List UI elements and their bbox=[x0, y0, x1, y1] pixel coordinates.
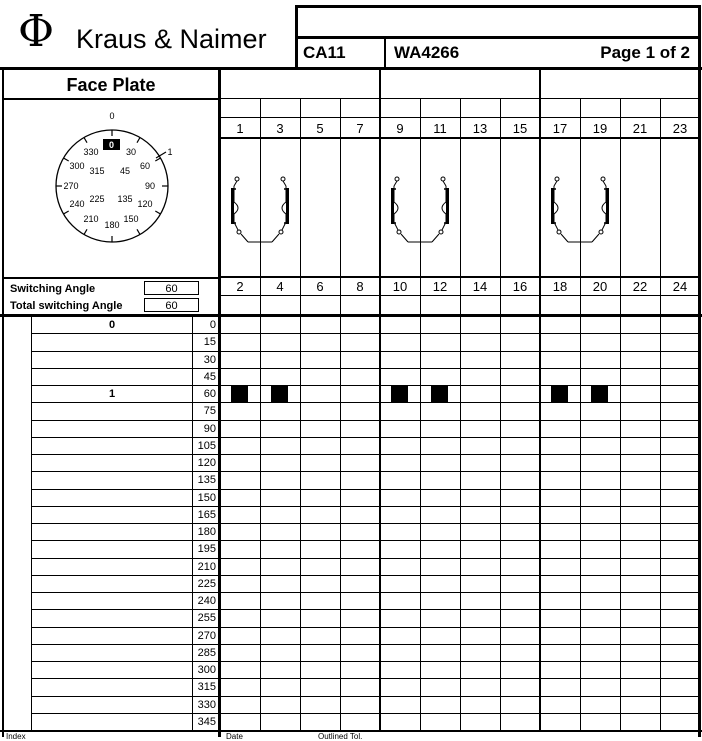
contact-pair-symbol bbox=[544, 172, 634, 252]
dial-angle-45: 45 bbox=[119, 166, 131, 176]
terminal-label-top: 13 bbox=[472, 121, 488, 136]
terminal-label-top: 9 bbox=[396, 121, 404, 136]
closed-contact-mark bbox=[231, 386, 248, 403]
dial-angle-210: 210 bbox=[83, 214, 99, 224]
dial-angle-180: 180 bbox=[104, 220, 120, 230]
position-angle: 15 bbox=[203, 336, 216, 348]
position-angle: 210 bbox=[197, 561, 216, 573]
position-label: 1 bbox=[108, 388, 116, 400]
total-switching-angle-label: Total switching Angle bbox=[10, 300, 123, 312]
terminal-label-top: 21 bbox=[632, 121, 648, 136]
terminal-label-bottom: 18 bbox=[552, 279, 568, 294]
terminal-label-top: 5 bbox=[316, 121, 324, 136]
closed-contact-mark bbox=[551, 386, 568, 403]
dial-angle-30: 30 bbox=[125, 147, 137, 157]
terminal-label-bottom: 10 bbox=[392, 279, 408, 294]
position-angle: 45 bbox=[203, 371, 216, 383]
brand-name: Kraus & Naimer bbox=[76, 24, 267, 54]
position-angle: 0 bbox=[209, 319, 216, 331]
terminal-label-top: 11 bbox=[433, 121, 447, 136]
position-angle: 330 bbox=[197, 699, 216, 711]
terminal-label-bottom: 4 bbox=[276, 279, 284, 294]
kraus-naimer-logo-icon: Φ bbox=[18, 6, 55, 57]
position-angle: 180 bbox=[197, 526, 216, 538]
footer-index-label: Index bbox=[6, 732, 26, 741]
footer-tolerance-label: Outlined Tol. bbox=[318, 732, 363, 741]
switching-angle-label: Switching Angle bbox=[10, 283, 96, 295]
position-label: 0 bbox=[108, 319, 116, 331]
terminal-label-bottom: 8 bbox=[356, 279, 364, 294]
position-angle: 30 bbox=[203, 354, 216, 366]
position-angle: 120 bbox=[197, 457, 216, 469]
position-angle: 75 bbox=[203, 405, 216, 417]
dial-angle-240: 240 bbox=[69, 199, 85, 209]
position-angle: 300 bbox=[197, 664, 216, 676]
position-angle: 60 bbox=[203, 388, 216, 400]
position-angle: 270 bbox=[197, 630, 216, 642]
position-angle: 255 bbox=[197, 612, 216, 624]
position-angle: 315 bbox=[197, 681, 216, 693]
terminal-label-bottom: 14 bbox=[472, 279, 488, 294]
terminal-label-top: 17 bbox=[552, 121, 568, 136]
terminal-label-top: 1 bbox=[236, 121, 244, 136]
closed-contact-mark bbox=[391, 386, 408, 403]
position-angle: 90 bbox=[203, 423, 216, 435]
dial-angle-120: 120 bbox=[137, 199, 153, 209]
closed-contact-mark bbox=[271, 386, 288, 403]
terminal-label-bottom: 6 bbox=[316, 279, 324, 294]
closed-contact-mark bbox=[431, 386, 448, 403]
position-angle: 195 bbox=[197, 543, 216, 555]
position-angle: 225 bbox=[197, 578, 216, 590]
dial-angle-60: 60 bbox=[139, 161, 151, 171]
terminal-label-top: 15 bbox=[512, 121, 528, 136]
dial-angle-300: 300 bbox=[69, 161, 85, 171]
terminal-label-bottom: 20 bbox=[592, 279, 608, 294]
total-switching-angle-value: 60 bbox=[165, 300, 178, 312]
dial-top-label: 0 bbox=[109, 111, 115, 121]
position-angle: 285 bbox=[197, 647, 216, 659]
position-angle: 240 bbox=[197, 595, 216, 607]
dial-angle-90: 90 bbox=[144, 181, 156, 191]
closed-contact-mark bbox=[591, 386, 608, 403]
terminal-label-bottom: 22 bbox=[632, 279, 648, 294]
terminal-label-top: 23 bbox=[672, 121, 688, 136]
dial-right-label: 1 bbox=[167, 147, 173, 157]
position-angle: 105 bbox=[197, 440, 216, 452]
dial-angle-315: 315 bbox=[89, 166, 105, 176]
dial-angle-150: 150 bbox=[123, 214, 139, 224]
dial-angle-225: 225 bbox=[89, 194, 105, 204]
drawing-number: WA4266 bbox=[394, 43, 460, 62]
footer-date-label: Date bbox=[226, 732, 243, 741]
face-plate-title: Face Plate bbox=[66, 75, 156, 95]
switching-angle-value: 60 bbox=[165, 283, 178, 295]
terminal-label-bottom: 24 bbox=[672, 279, 688, 294]
dial-angle-135: 135 bbox=[117, 194, 133, 204]
terminal-label-bottom: 2 bbox=[236, 279, 244, 294]
page-indicator: Page 1 of 2 bbox=[600, 43, 690, 62]
contact-pair-symbol bbox=[384, 172, 474, 252]
series-code: CA11 bbox=[303, 43, 346, 62]
position-angle: 135 bbox=[197, 474, 216, 486]
position-angle: 150 bbox=[197, 492, 216, 504]
terminal-label-top: 19 bbox=[592, 121, 608, 136]
terminal-label-top: 3 bbox=[276, 121, 284, 136]
terminal-label-top: 7 bbox=[356, 121, 364, 136]
terminal-label-bottom: 12 bbox=[432, 279, 448, 294]
position-angle: 345 bbox=[197, 716, 216, 728]
dial-angle-270: 270 bbox=[63, 181, 79, 191]
contact-pair-symbol bbox=[224, 172, 314, 252]
dial-angle-330: 330 bbox=[83, 147, 99, 157]
face-plate-dial bbox=[0, 100, 220, 280]
terminal-label-bottom: 16 bbox=[512, 279, 528, 294]
position-angle: 165 bbox=[197, 509, 216, 521]
dial-angle-0: 0 bbox=[108, 140, 115, 150]
